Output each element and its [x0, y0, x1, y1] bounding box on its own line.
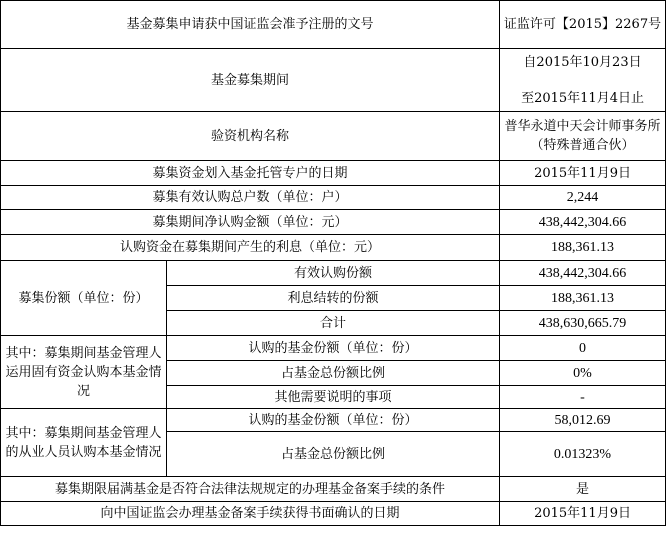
manager-ratio-label: 占基金总份额比例: [167, 361, 500, 386]
interest-label: 认购资金在募集期间产生的利息（单位：元）: [1, 235, 500, 261]
row-confirm-date: [1, 502, 666, 526]
shares-group-label: 募集份额（单位：份）: [1, 261, 167, 336]
row-interest: [1, 235, 666, 261]
shares-valid-value: 438,442,304.66: [500, 261, 666, 286]
period-to: 至2015年11月4日止: [521, 90, 644, 106]
shares-interest-label: 利息结转的份额: [167, 286, 500, 311]
shares-valid-label: 有效认购份额: [167, 261, 500, 286]
interest-value: 188,361.13: [500, 235, 666, 261]
row-audit: [1, 112, 666, 161]
audit-value: 普华永道中天会计师事务所（特殊普通合伙）: [500, 112, 666, 161]
manager-ratio-value: 0%: [500, 361, 666, 386]
staff-group-label: 其中：募集期间基金管理人的从业人员认购本基金情况: [1, 409, 167, 477]
row-registration: [1, 1, 666, 49]
registration-value: 证监许可【2015】2267号: [500, 1, 666, 49]
registration-label: 基金募集申请获中国证监会准予注册的文号: [1, 1, 500, 49]
row-compliance: [1, 477, 666, 502]
period-value: [500, 49, 666, 112]
audit-label: 验资机构名称: [1, 112, 500, 161]
period-from: 自2015年10月23日: [523, 54, 642, 70]
transfer-date-value: 2015年11月9日: [500, 161, 666, 186]
row-manager-shares: [1, 336, 666, 361]
manager-other-value: -: [500, 386, 666, 409]
staff-ratio-label: 占基金总份额比例: [167, 432, 500, 477]
row-period: [1, 49, 666, 112]
households-label: 募集有效认购总户数（单位：户）: [1, 186, 500, 210]
net-amount-label: 募集期间净认购金额（单位：元）: [1, 210, 500, 235]
shares-interest-value: 188,361.13: [500, 286, 666, 311]
shares-total-label: 合计: [167, 311, 500, 336]
manager-group-label: 其中：募集期间基金管理人运用固有资金认购本基金情况: [1, 336, 167, 409]
net-amount-value: 438,442,304.66: [500, 210, 666, 235]
row-net-amount: [1, 210, 666, 235]
row-staff-shares: [1, 409, 666, 432]
period-gap: [503, 72, 662, 89]
row-households: [1, 186, 666, 210]
row-shares-valid: [1, 261, 666, 286]
compliance-value: 是: [500, 477, 666, 502]
manager-shares-value: 0: [500, 336, 666, 361]
period-label: 基金募集期间: [1, 49, 500, 112]
staff-ratio-value: 0.01323%: [500, 432, 666, 477]
households-value: 2,244: [500, 186, 666, 210]
shares-total-value: 438,630,665.79: [500, 311, 666, 336]
confirm-date-value: 2015年11月9日: [500, 502, 666, 526]
compliance-label: 募集期限届满基金是否符合法律法规规定的办理基金备案手续的条件: [1, 477, 500, 502]
transfer-date-label: 募集资金划入基金托管专户的日期: [1, 161, 500, 186]
staff-shares-value: 58,012.69: [500, 409, 666, 432]
row-transfer-date: [1, 161, 666, 186]
manager-shares-label: 认购的基金份额（单位：份）: [167, 336, 500, 361]
staff-shares-label: 认购的基金份额（单位：份）: [167, 409, 500, 432]
manager-other-label: 其他需要说明的事项: [167, 386, 500, 409]
confirm-date-label: 向中国证监会办理基金备案手续获得书面确认的日期: [1, 502, 500, 526]
